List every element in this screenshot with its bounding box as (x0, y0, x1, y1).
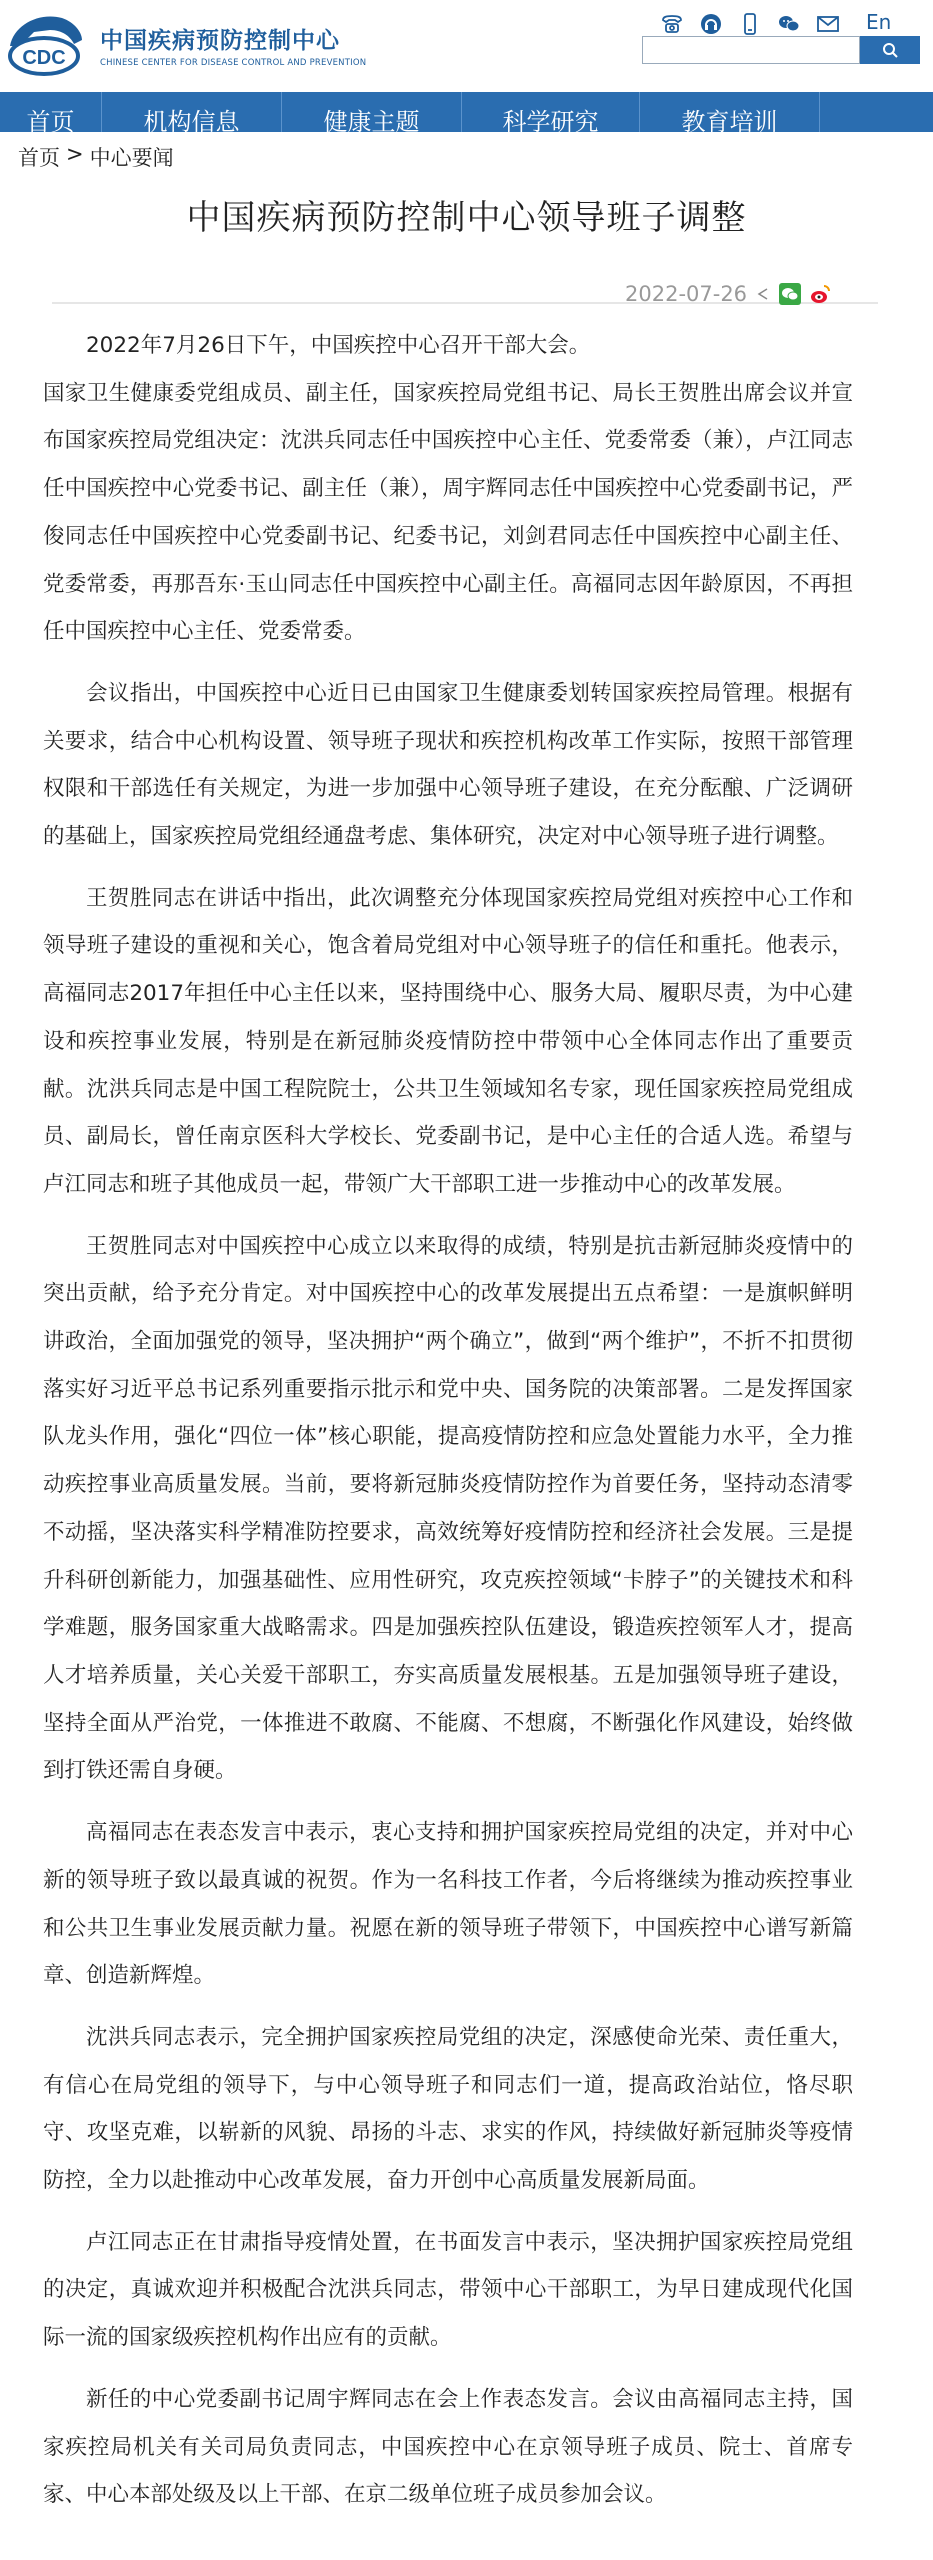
article-date: 2022-07-26 (625, 282, 748, 306)
wechat-icon[interactable] (777, 12, 801, 36)
main-nav (0, 92, 933, 132)
article-paragraph: 王贺胜同志对中国疾控中心成立以来取得的成绩，特别是抗击新冠肺炎疫情中的突出贡献，给予充分肯定。对中国疾控中心的改革发展提出五点希望：一是旗帜鲜明讲政治，全面加强党的领导，坚决拥护“两个确立”，做到“两个维护”，不折不扣贯彻落实好习近平总书记系列重要指示批示和党中央、国务院的决策部署。二是发挥国家队龙头作用，强化“四位一体”核心职能，提高疫情防控和应急处置能力水平，全力推动疾控事业高质量发展。当前，要将新冠肺炎疫情防控作为首要任务，坚持动态清零不动摇，坚决落实科学精准防控要求，高效统筹好疫情防控和经济社会发展。三是提升科研创新能力，加强基础性、应用性研究，攻克疾控领域“卡脖子”的关键技术和科学难题，服务国家重大战略需求。四是加强疾控队伍建设，锻造疾控领军人才，提高人才培养质量，关心关爱干部职工，夯实高质量发展根基。五是加强领导班子建设，坚持全面从严治党，一体推进不敢腐、不能腐、不想腐，不断强化作风建设，始终做到打铁还需自身硬。 (43, 1233, 853, 1784)
org-name-en: CHINESE CENTER FOR DISEASE CONTROL AND PREVENTION (100, 58, 367, 68)
weibo-share-icon[interactable] (809, 283, 831, 305)
org-name-cn[interactable]: 中国疾病预防控制中心 (100, 28, 340, 54)
nav-item-home[interactable]: 首页 (0, 92, 102, 132)
article-body (43, 322, 853, 2519)
phone-icon[interactable] (660, 12, 684, 36)
language-switch-link[interactable]: En (866, 10, 892, 34)
wechat-share-icon[interactable] (779, 283, 801, 305)
article-paragraph: 沈洪兵同志表示，完全拥护国家疾控局党组的决定，深感使命光荣、责任重大，有信心在局党组的领导下，与中心领导班子和同志们一道，提高政治站位，恪尽职守、攻坚克难，以崭新的风貌、昂扬的斗志、求实的作风，持续做好新冠肺炎等疫情防控，全力以赴推动中心改革发展，奋力开创中心高质量发展新局面。 (43, 2024, 853, 2194)
cdc-logo[interactable] (4, 6, 88, 82)
article-paragraph: 会议指出，中国疾控中心近日已由国家卫生健康委划转国家疾控局管理。根据有关要求，结合中心机构设置、领导班子现状和疾控机构改革工作实际，按照干部管理权限和干部选任有关规定，为进一步加强中心领导班子建设，在充分酝酿、广泛调研的基础上，国家疾控局党组经通盘考虑、集体研究，决定对中心领导班子进行调整。 (43, 680, 853, 850)
article-meta (625, 282, 831, 306)
article-paragraph: 王贺胜同志在讲话中指出，此次调整充分体现国家疾控局党组对疾控中心工作和领导班子建设的重视和关心，饱含着局党组对中心领导班子的信任和重托。他表示，高福同志2017年担任中心主任以来，坚持围绕中心、服务大局、履职尽责，为中心建设和疾控事业发展，特别是在新冠肺炎疫情防控中带领中心全体同志作出了重要贡献。沈洪兵同志是中国工程院院士，公共卫生领域知名专家，现任国家疾控局党组成员、副局长，曾任南京医科大学校长、党委副书记，是中心主任的合适人选。希望与卢江同志和班子其他成员一起，带领广大干部职工进一步推动中心的改革发展。 (43, 885, 853, 1197)
share-icon[interactable] (755, 286, 771, 302)
logo-abbr: CDC (22, 47, 66, 69)
nav-item-education[interactable]: 教育培训 (640, 92, 820, 132)
article-paragraph: 高福同志在表态发言中表示，衷心支持和拥护国家疾控局党组的决定，并对中心新的领导班子致以最真诚的祝贺。作为一名科技工作者，今后将继续为推动疾控事业和公共卫生事业发展贡献力量。祝愿在新的领导班子带领下，中国疾控中心谱写新篇章、创造新辉煌。 (43, 1820, 853, 1989)
mail-icon[interactable] (816, 12, 840, 36)
site-header (0, 0, 933, 92)
search-input[interactable] (642, 36, 860, 64)
nav-item-research[interactable]: 科学研究 (462, 92, 640, 132)
article-title: 中国疾病预防控制中心领导班子调整 (186, 198, 747, 238)
nav-item-more[interactable] (820, 92, 933, 132)
article-paragraph: 国家卫生健康委党组成员、副主任，国家疾控局党组书记、局长王贺胜出席会议并宣布国家疾控局党组决定：沈洪兵同志任中国疾控中心主任、党委常委（兼），卢江同志任中国疾控中心党委书记、副主任（兼），周宇辉同志任中国疾控中心党委副书记，严俊同志任中国疾控中心党委副书记、纪委书记，刘剑君同志任中国疾控中心副主任、党委常委，再那吾东·玉山同志任中国疾控中心副主任。高福同志因年龄原因，不再担任中国疾控中心主任、党委常委。 (43, 380, 853, 645)
search-icon (882, 42, 898, 58)
search-button[interactable] (860, 36, 920, 64)
nav-item-org-info[interactable]: 机构信息 (102, 92, 282, 132)
top-icon-bar (660, 12, 840, 36)
mobile-icon[interactable] (738, 12, 762, 36)
article-paragraph: 新任的中心党委副书记周宇辉同志在会上作表态发言。会议由高福同志主持，国家疾控局机关有关司局负责同志，中国疾控中心在京领导班子成员、院士、首席专家、中心本部处级及以上干部、在京二级单位班子成员参加会议。 (43, 2386, 853, 2508)
headset-icon[interactable] (699, 12, 723, 36)
breadcrumb-current-link[interactable]: 中心要闻 (89, 146, 174, 170)
nav-item-health-topics[interactable]: 健康主题 (282, 92, 462, 132)
breadcrumb-home-link[interactable]: 首页 (18, 146, 60, 170)
breadcrumb-separator: > (66, 142, 84, 166)
article-paragraph: 卢江同志正在甘肃指导疫情处置，在书面发言中表示，坚决拥护国家疾控局党组的决定，真诚欢迎并积极配合沈洪兵同志，带领中心干部职工，为早日建成现代化国际一流的国家级疾控机构作出应有的贡献。 (43, 2229, 853, 2351)
article-paragraph: 2022年7月26日下午，中国疾控中心召开干部大会。 (86, 333, 591, 358)
breadcrumb (18, 142, 174, 172)
